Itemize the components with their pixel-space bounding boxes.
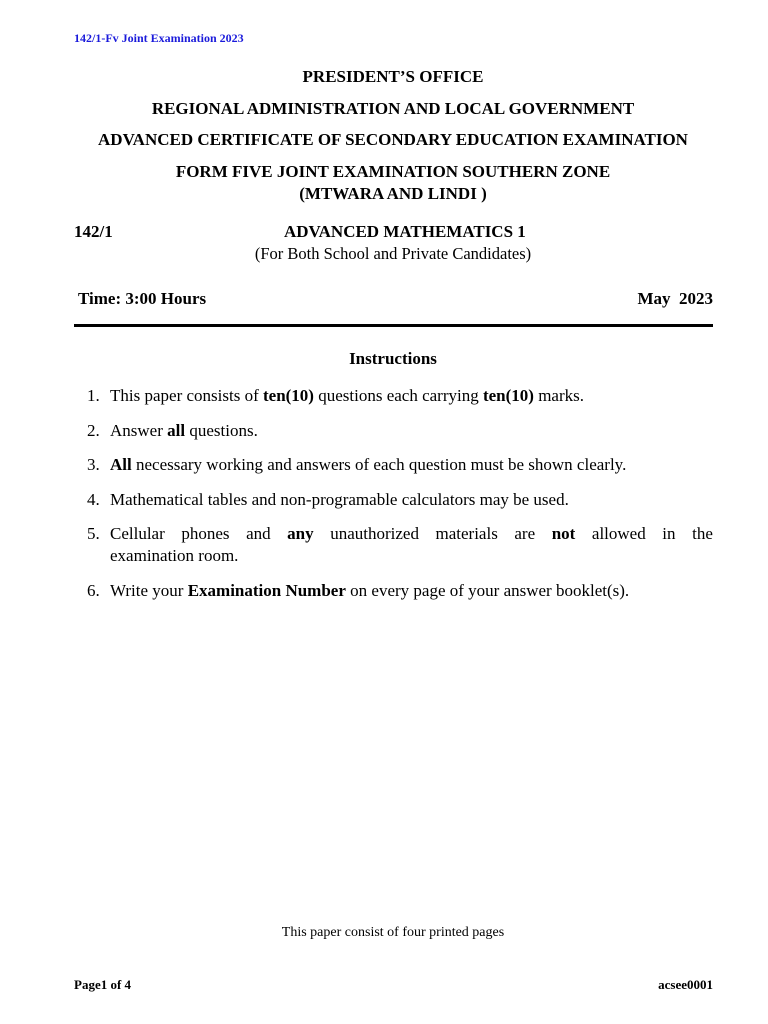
instruction-text: Answer bbox=[110, 420, 168, 440]
instruction-word: materials bbox=[435, 524, 498, 543]
instruction-item bbox=[74, 385, 713, 407]
instruction-text: This paper consists of bbox=[110, 386, 263, 405]
instruction-emphasis: ten(10) bbox=[482, 386, 534, 405]
candidates-note: (For Both School and Private Candidates) bbox=[254, 244, 532, 263]
instruction-word: Cellular bbox=[110, 524, 165, 543]
exam-duration: Time: 3:00 Hours bbox=[78, 289, 207, 308]
exam-region-title: (MTWARA AND LINDI ) bbox=[299, 184, 487, 203]
instruction-word: the bbox=[692, 524, 713, 543]
instruction-emphasis: all bbox=[167, 420, 186, 440]
instruction-number: 1. bbox=[87, 386, 100, 405]
instructions-heading: Instructions bbox=[349, 349, 437, 368]
instruction-text: marks. bbox=[533, 386, 584, 405]
instruction-emphasis: ten(10) bbox=[262, 386, 314, 405]
instructions-list bbox=[74, 385, 713, 614]
instruction-word: are bbox=[514, 524, 536, 543]
office-title: PRESIDENT’S OFFICE bbox=[302, 67, 484, 86]
instruction-emphasis: not bbox=[551, 524, 576, 543]
paper-subject: ADVANCED MATHEMATICS 1 bbox=[284, 222, 526, 241]
instruction-word: in bbox=[662, 524, 676, 543]
instruction-text: Mathematical tables and non-programable calculators may be used. bbox=[110, 489, 569, 509]
instruction-word: unauthorized bbox=[330, 524, 419, 543]
instruction-emphasis: Examination Number bbox=[187, 580, 346, 600]
paper-reference-code: acsee0001 bbox=[658, 977, 713, 992]
instruction-text: questions each carrying bbox=[313, 386, 483, 405]
ministry-title: REGIONAL ADMINISTRATION AND LOCAL GOVERNMENT bbox=[151, 99, 635, 118]
instruction-emphasis: All bbox=[110, 455, 132, 474]
instruction-number: 2. bbox=[87, 420, 100, 440]
instruction-item bbox=[74, 420, 713, 442]
instruction-word: allowed bbox=[591, 524, 646, 543]
exam-board-title: ADVANCED CERTIFICATE OF SECONDARY EDUCATION EXAMINATION bbox=[98, 130, 688, 149]
instruction-text: questions. bbox=[185, 420, 258, 440]
instruction-item bbox=[74, 454, 713, 476]
paper-code: 142/1 bbox=[74, 222, 113, 241]
instruction-number: 4. bbox=[87, 489, 100, 509]
instruction-number: 6. bbox=[87, 580, 100, 600]
instruction-text: Write your bbox=[110, 580, 188, 600]
page-count-note: This paper consist of four printed pages bbox=[281, 925, 505, 940]
instruction-justified-line bbox=[110, 523, 713, 545]
instruction-text: on every page of your answer booklet(s). bbox=[345, 580, 630, 600]
exam-zone-title: FORM FIVE JOINT EXAMINATION SOUTHERN ZONE bbox=[175, 162, 611, 181]
header-divider bbox=[74, 324, 713, 327]
instruction-number: 3. bbox=[87, 455, 100, 474]
running-header: 142/1-Fv Joint Examination 2023 bbox=[74, 31, 244, 45]
instruction-text: examination room. bbox=[110, 546, 239, 565]
instruction-number: 5. bbox=[87, 524, 100, 543]
instruction-emphasis: any bbox=[287, 524, 314, 543]
page-number: Page1 of 4 bbox=[74, 977, 132, 992]
instruction-item bbox=[74, 523, 713, 567]
exam-date: May 2023 bbox=[637, 289, 713, 308]
instruction-word: and bbox=[246, 524, 271, 543]
instruction-text: necessary working and answers of each question must be shown clearly. bbox=[131, 455, 627, 474]
instruction-item bbox=[74, 580, 713, 602]
instruction-item bbox=[74, 489, 713, 511]
instruction-word: phones bbox=[181, 524, 230, 543]
